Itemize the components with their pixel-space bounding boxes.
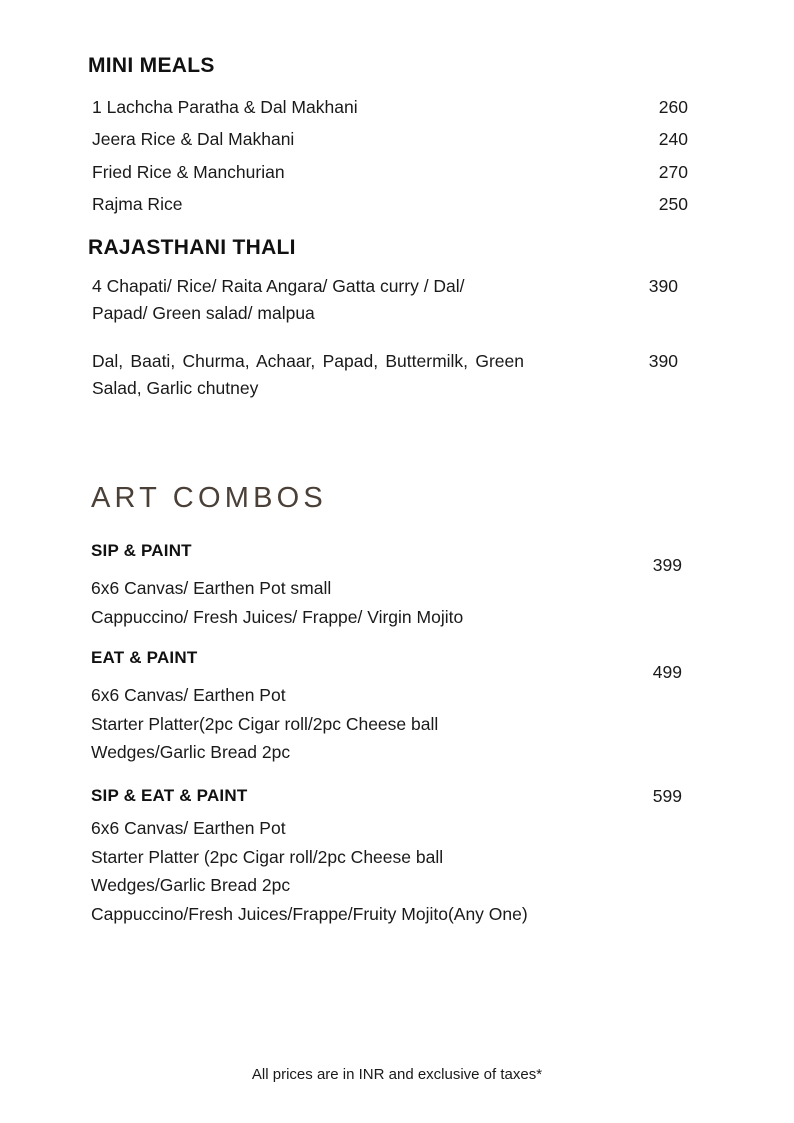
- section-title-mini-meals: MINI MEALS: [88, 54, 215, 77]
- combo-line: Wedges/Garlic Bread 2pc: [91, 875, 291, 896]
- menu-item-row: [92, 123, 688, 155]
- combo-line: Wedges/Garlic Bread 2pc: [91, 742, 291, 763]
- menu-item-row: [92, 188, 688, 220]
- section-title-rajasthani-thali: RAJASTHANI THALI: [88, 236, 296, 259]
- menu-item-name: 1 Lachcha Paratha & Dal Makhani: [92, 97, 358, 118]
- combo-description: [91, 574, 691, 631]
- menu-item-price: 240: [658, 129, 688, 150]
- thali-item-price: 390: [648, 351, 678, 372]
- combo-line: Cappuccino/Fresh Juices/Frappe/Fruity Mojito(Any One): [91, 904, 528, 925]
- menu-item-name: Fried Rice & Manchurian: [92, 161, 285, 182]
- menu-item-price: 250: [658, 194, 688, 215]
- combo-header: [91, 541, 691, 575]
- combo-sip-and-paint: [91, 541, 691, 631]
- section-title-art-combos: ART COMBOS: [91, 482, 327, 514]
- menu-item-row: [92, 91, 688, 123]
- thali-item-row: [92, 348, 688, 401]
- combo-name: SIP & EAT & PAINT: [91, 786, 248, 805]
- combo-line: Cappuccino/ Fresh Juices/ Frappe/ Virgin Mojito: [91, 606, 464, 627]
- combo-line: 6x6 Canvas/ Earthen Pot small: [91, 578, 332, 598]
- combo-sip-eat-and-paint: [91, 786, 691, 929]
- combo-name: SIP & PAINT: [91, 541, 192, 560]
- thali-item-description: 4 Chapati/ Rice/ Raita Angara/ Gatta curry / Dal/ Papad/ Green salad/ malpua: [92, 276, 465, 323]
- combo-name: EAT & PAINT: [91, 648, 198, 667]
- menu-item-price: 270: [658, 161, 688, 182]
- thali-item-row: [92, 273, 688, 326]
- thali-item-price: 390: [648, 276, 678, 297]
- menu-item-name: Rajma Rice: [92, 194, 183, 215]
- menu-item-price: 260: [658, 97, 688, 118]
- menu-item-row: [92, 156, 688, 188]
- combo-header: [91, 648, 691, 682]
- combo-price: 399: [652, 555, 682, 575]
- thali-item-description: Dal, Baati, Churma, Achaar, Papad, Buttermilk, Green Salad, Garlic chutney: [92, 351, 524, 398]
- section-rajasthani-thali: [88, 236, 688, 423]
- combo-description: [91, 814, 691, 929]
- combo-description: [91, 681, 691, 767]
- footer-disclaimer: All prices are in INR and exclusive of taxes*: [251, 1066, 543, 1083]
- menu-item-name: Jeera Rice & Dal Makhani: [92, 129, 295, 150]
- combo-price: 499: [652, 662, 682, 682]
- combo-line: Starter Platter (2pc Cigar roll/2pc Cheese ball: [91, 846, 444, 867]
- combo-line: Starter Platter(2pc Cigar roll/2pc Cheese ball: [91, 713, 439, 734]
- section-mini-meals: [88, 54, 688, 220]
- combo-header: [91, 786, 691, 807]
- combo-eat-and-paint: [91, 648, 691, 767]
- combo-line: 6x6 Canvas/ Earthen Pot: [91, 685, 286, 705]
- combo-price: 599: [652, 786, 682, 806]
- combo-line: 6x6 Canvas/ Earthen Pot: [91, 818, 286, 838]
